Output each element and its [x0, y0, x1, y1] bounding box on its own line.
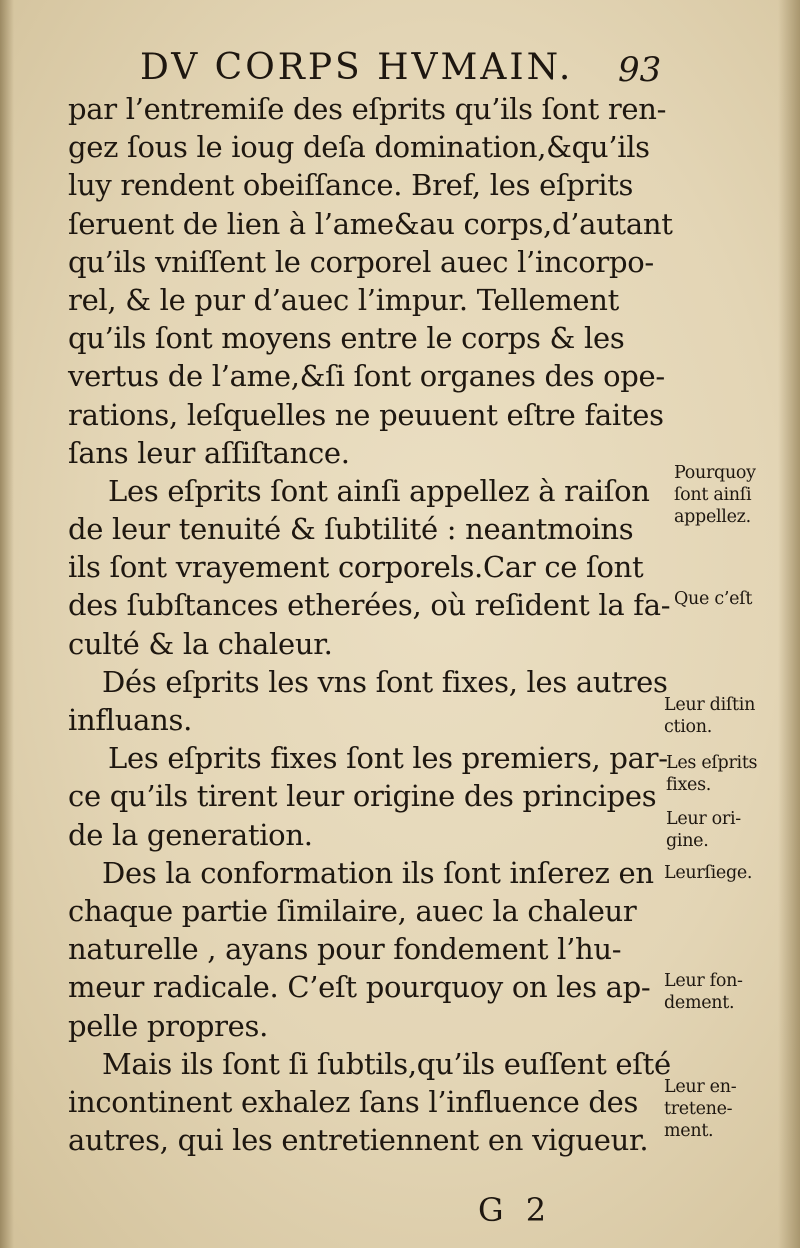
margin-note-line: Leur en- [664, 1077, 737, 1097]
margin-note-line: Leur fon- [664, 971, 743, 991]
margin-note-line: Les eſprits [666, 753, 758, 773]
page-header [140, 44, 680, 92]
margin-note-line: dement. [664, 993, 735, 1013]
text-line: autres, qui les entretiennent en vigueur. [68, 1123, 649, 1158]
paragraph-first-line: Les eſprits fixes ſont les premiers, par- [108, 741, 668, 776]
text-line: qu’ils vniſſent le corporel auec l’incorpo- [68, 244, 654, 279]
margin-note-line: appellez. [674, 507, 751, 527]
margin-note [666, 808, 741, 852]
text-line: chaque partie ſimilaire, auec la chaleur [68, 893, 637, 928]
margin-note-line: ſont ainſi [674, 485, 752, 505]
text-line: pelle propres. [68, 1008, 269, 1043]
margin-note [674, 588, 752, 610]
text-line: incontinent exhalez ſans l’influence des [68, 1084, 639, 1119]
margin-note [664, 694, 755, 738]
margin-note [674, 462, 756, 528]
paragraph-first-line: Les eſprits ſont ainſi appellez à raiſon [108, 473, 650, 508]
text-line: gez ſous le ioug deſa domination,&qu’ils [68, 130, 650, 165]
text-line: culté & la chaleur. [68, 626, 333, 661]
text-line: rations, leſquelles ne peuuent eſtre faites [68, 397, 664, 432]
text-line: ſeruent de lien à l’ame&au corps,d’autant [68, 206, 673, 241]
margin-note-line: Leur diſtin [664, 695, 756, 715]
text-line: ce qu’ils tirent leur origine des principes [68, 779, 657, 814]
margin-note-line: gine. [666, 831, 709, 851]
page-right-edge-shadow [778, 0, 800, 1248]
margin-note-line: ment. [664, 1121, 714, 1141]
main-text-block [68, 90, 673, 1159]
text-line: ils ſont vrayement corporels.Car ce ſont [68, 550, 644, 585]
paragraph-first-line: Des la conformation ils ſont inſerez en [102, 855, 654, 890]
margin-note-line: fixes. [666, 775, 712, 795]
text-line: luy rendent obeiſſance. Bref, les eſprits [68, 168, 634, 203]
text-line: vertus de l’ame,&ſi ſont organes des ope- [68, 359, 665, 394]
margin-note [664, 970, 743, 1014]
margin-note [666, 752, 757, 796]
margin-note-line: ction. [664, 717, 712, 737]
margin-note-line: Leur ori- [666, 809, 741, 829]
margin-note-line: tretene- [664, 1099, 733, 1119]
page-number: 93 [618, 50, 662, 90]
margin-note-line: Pourquoy [674, 463, 756, 483]
running-head: DV CORPS HVMAIN. [140, 47, 574, 88]
text-line: rel, & le pur d’auec l’impur. Tellement [68, 282, 619, 317]
text-line: de leur tenuité & ſubtilité : neantmoins [68, 512, 634, 547]
margin-note [664, 862, 752, 884]
text-line: qu’ils ſont moyens entre le corps & les [68, 321, 625, 356]
paragraph-first-line: Dés eſprits les vns ſont fixes, les autres [102, 664, 668, 699]
text-line: influans. [68, 703, 193, 737]
text-line: des ſubſtances etherées, où reſident la fa- [68, 588, 671, 623]
text-line: naturelle , ayans pour fondement l’hu- [68, 932, 622, 967]
page-left-edge-shadow [0, 0, 14, 1248]
text-line: meur radicale. C’eſt pourquoy on les ap- [68, 970, 651, 1005]
text-line: par l’entremiſe des eſprits qu’ils ſont ren- [68, 92, 667, 126]
text-line: ſans leur aſſiſtance. [68, 435, 350, 470]
signature-mark: G 2 [478, 1191, 553, 1229]
margin-note-line: Leurſiege. [664, 863, 753, 883]
margin-note [664, 1076, 736, 1142]
paragraph-first-line: Mais ils ſont ſi ſubtils,qu’ils euſſent eſté [102, 1046, 671, 1081]
margin-note-line: Que c’eſt [674, 589, 753, 609]
text-line: de la generation. [68, 817, 313, 852]
